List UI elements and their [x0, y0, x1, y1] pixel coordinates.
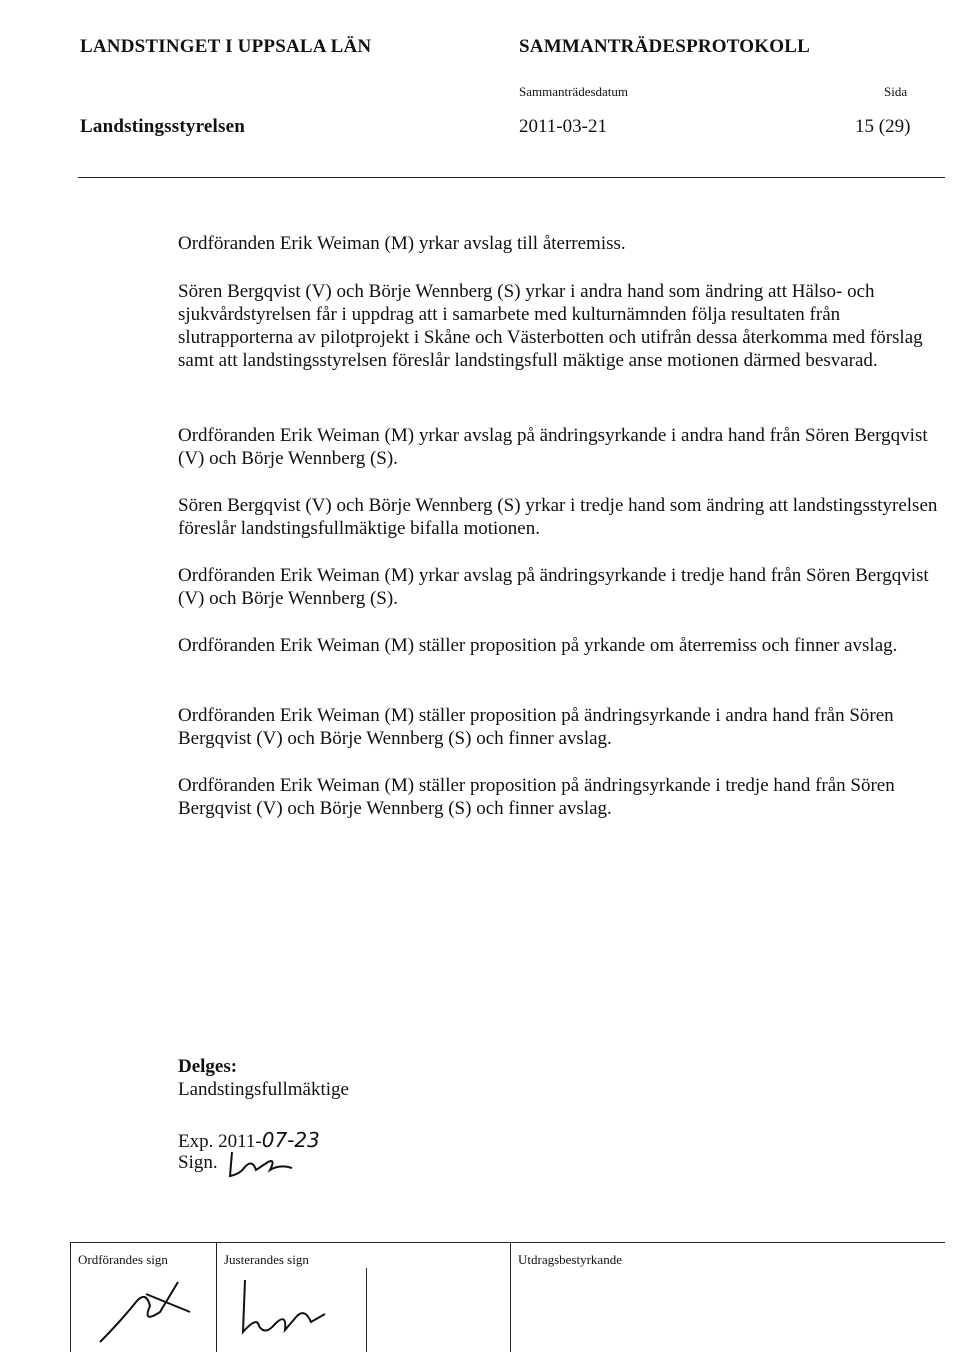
date-label: Sammanträdesdatum: [519, 84, 629, 99]
chair-signature: [90, 1272, 200, 1348]
paragraph-6: Ordföranden Erik Weiman (M) ställer proposition på yrkande om återremiss och finner avslag.: [178, 635, 898, 656]
extract-cert-label: Utdragsbestyrkande: [518, 1252, 622, 1267]
sign-label: Sign.: [178, 1152, 218, 1173]
header-rule: [78, 177, 945, 178]
signature-box: [70, 1242, 945, 1352]
paragraph-1: Ordföranden Erik Weiman (M) yrkar avslag till återremiss.: [178, 233, 626, 254]
paragraph-3: Ordföranden Erik Weiman (M) yrkar avslag på ändringsyrkande i andra hand från Sören Bergqvist (V) och Börje Wennberg (S).: [178, 425, 928, 469]
expedition-label: Exp. 2011-: [178, 1131, 262, 1152]
delges-recipient: Landstingsfullmäktige: [178, 1079, 349, 1100]
adjuster-signature: [235, 1272, 345, 1348]
document-type: SAMMANTRÄDESPROTOKOLL: [519, 36, 810, 57]
page-label: Sida: [884, 84, 908, 99]
adjuster-sign-label: Justerandes sign: [224, 1252, 309, 1267]
expedition-handwritten-date: 07-23: [261, 1128, 320, 1152]
paragraph-5: Ordföranden Erik Weiman (M) yrkar avslag på ändringsyrkande i tredje hand från Sören Bergqvist (V) och Börje Wennberg (S).: [178, 565, 929, 609]
committee-name: Landstingsstyrelsen: [80, 116, 245, 137]
paragraph-7: Ordföranden Erik Weiman (M) ställer proposition på ändringsyrkande i andra hand från Sören Bergqvist (V) och Börje Wennberg (S) och finner avslag.: [178, 705, 894, 749]
delges-heading: Delges:: [178, 1056, 238, 1077]
org-name: LANDSTINGET I UPPSALA LÄN: [80, 36, 372, 57]
paragraph-2: Sören Bergqvist (V) och Börje Wennberg (S) yrkar i andra hand som ändring att Hälso- och sjukvårdstyrelsen får i uppdrag att i samarbete med kulturnämnden följa resultaten från slutrapporterna av pilotprojekt i Skåne och Västerbotten och utifrån dessa återkomma med förslag samt att landstingsstyrelsen föreslår landstingsfull mäktige anse motionen därmed besvarad.: [178, 281, 923, 371]
chair-sign-label: Ordförandes sign: [78, 1252, 168, 1267]
handwritten-initials-signature: [226, 1148, 296, 1182]
paragraph-4: Sören Bergqvist (V) och Börje Wennberg (S) yrkar i tredje hand som ändring att landstingsstyrelsen föreslår landstingsfullmäktige bifalla motionen.: [178, 495, 938, 539]
meeting-date: 2011-03-21: [519, 116, 607, 137]
paragraph-8: Ordföranden Erik Weiman (M) ställer proposition på ändringsyrkande i tredje hand från Sören Bergqvist (V) och Börje Wennberg (S) och finner avslag.: [178, 775, 895, 819]
page-number: 15 (29): [855, 116, 911, 137]
